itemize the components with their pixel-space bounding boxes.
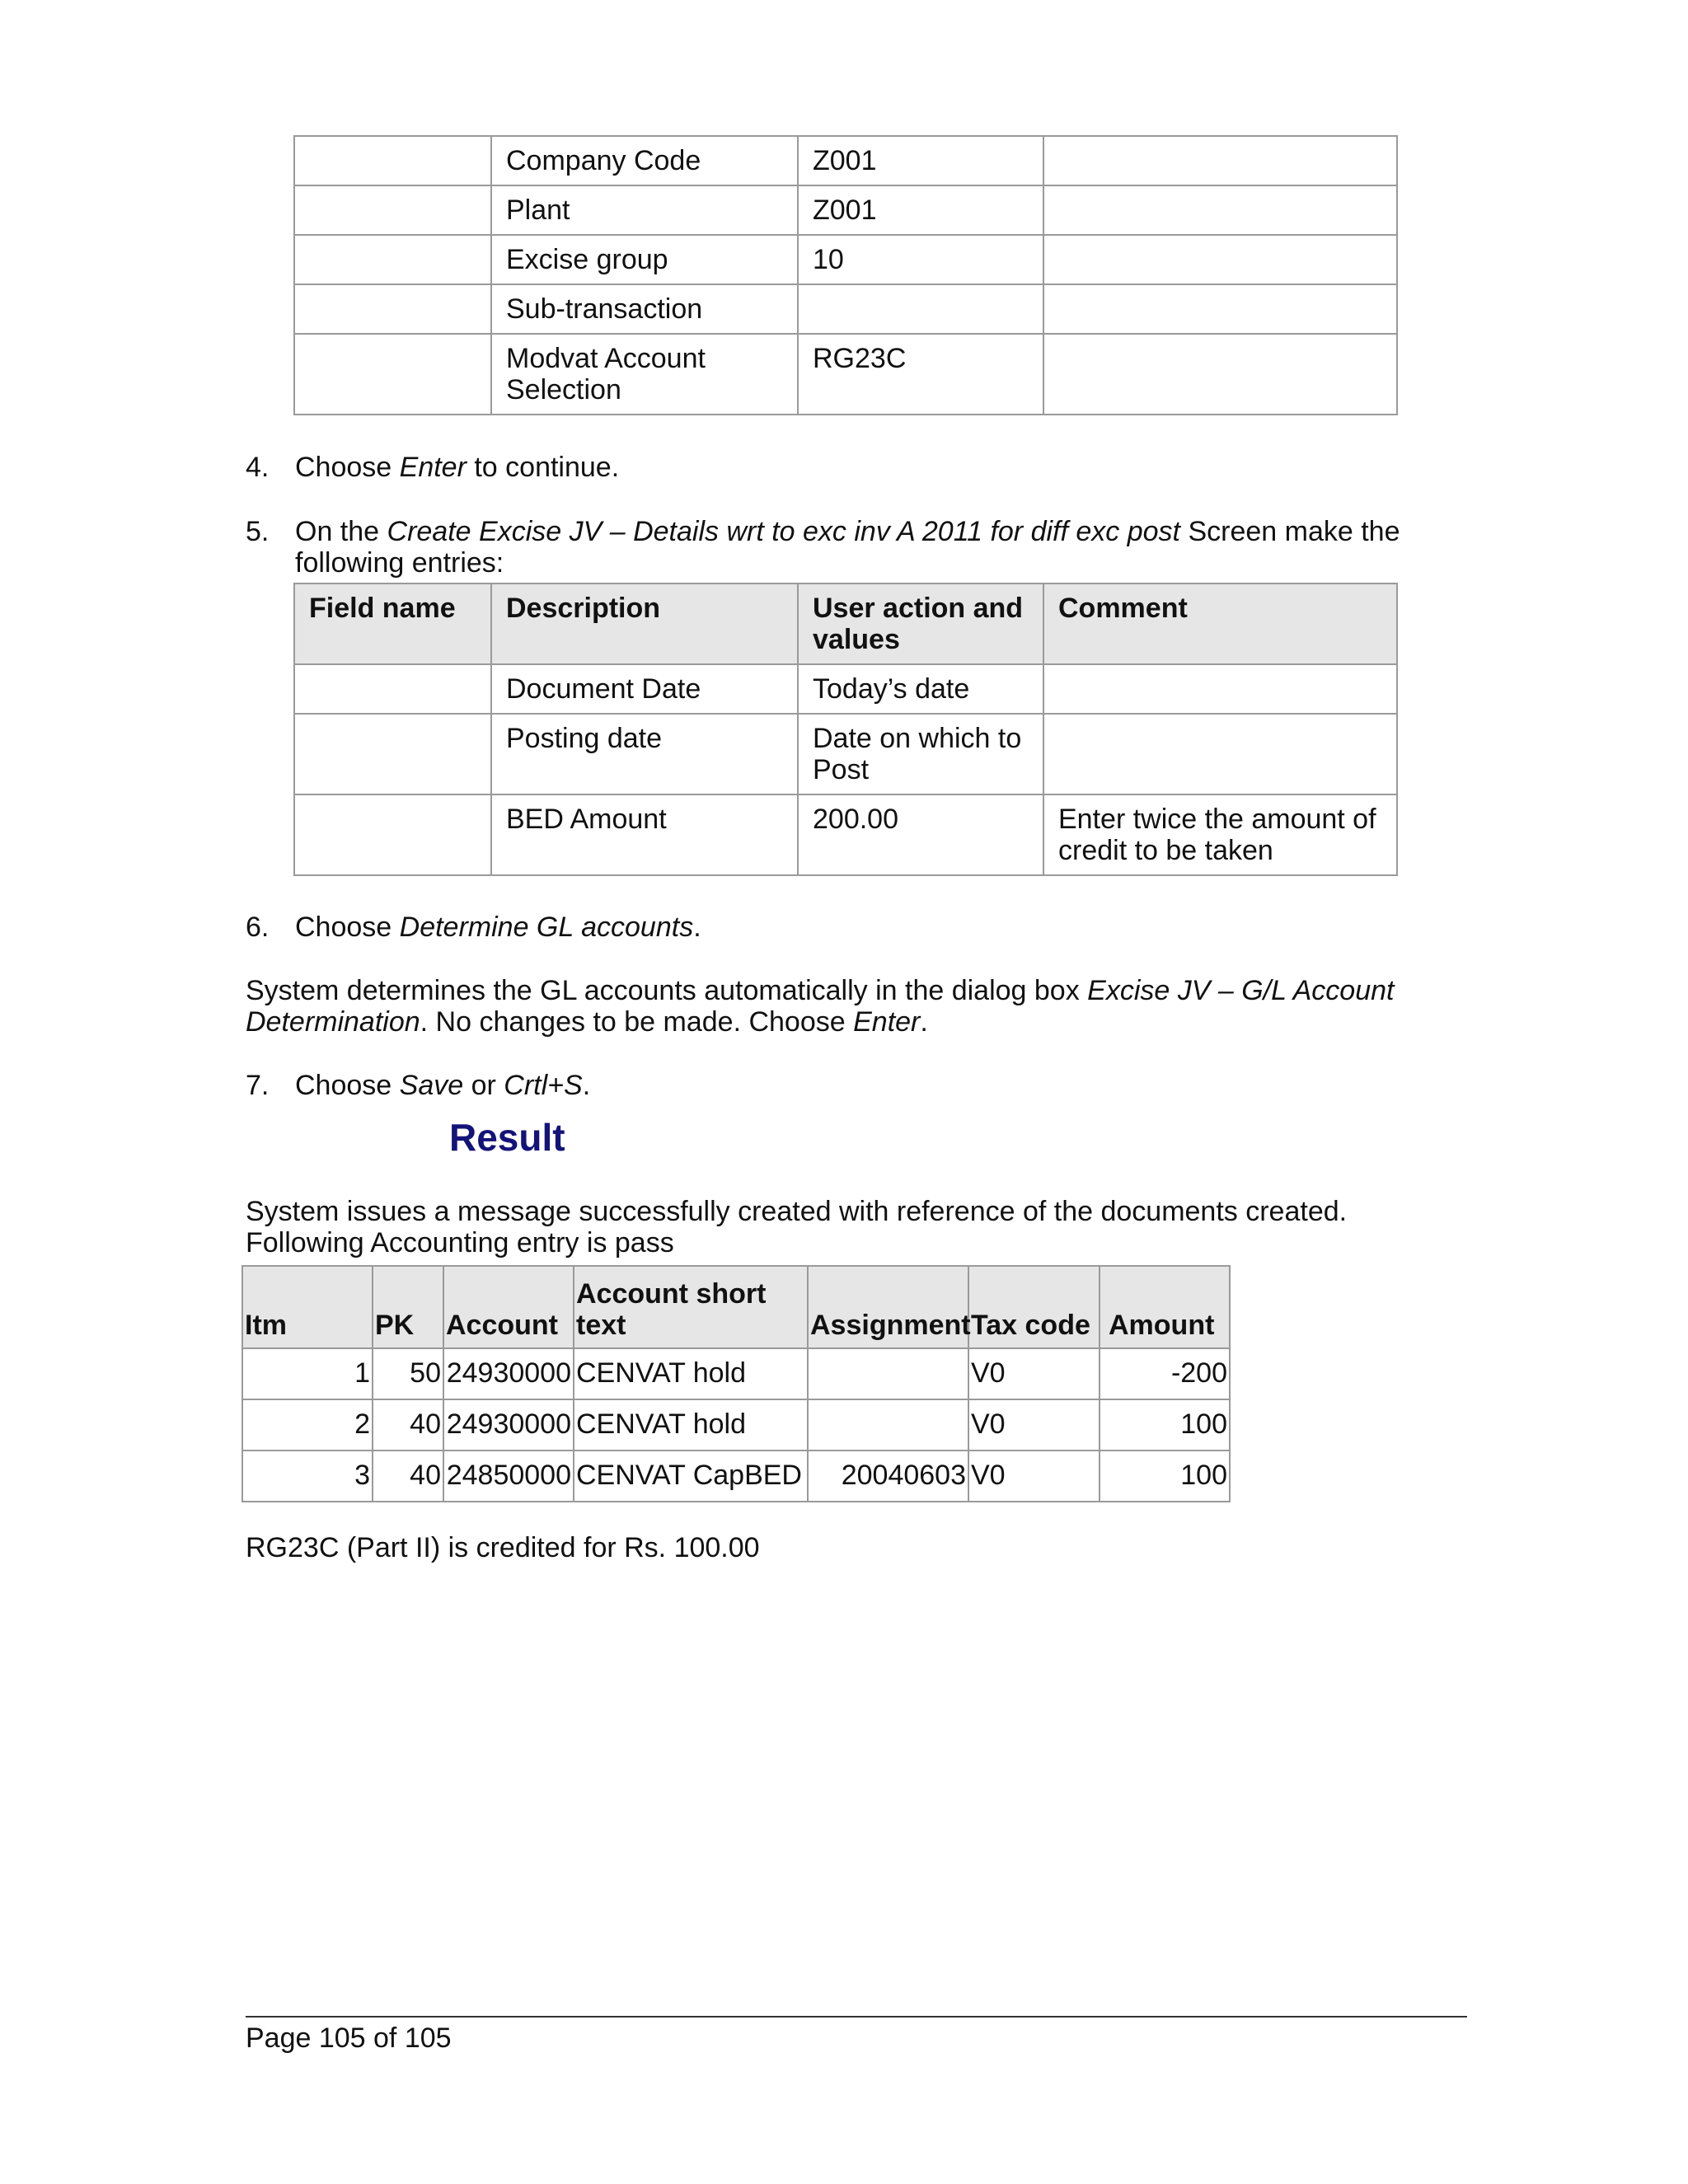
table-cell <box>1043 664 1397 714</box>
page-number: Page 105 of 105 <box>246 2022 452 2054</box>
table-cell: 24930000 <box>443 1348 574 1399</box>
table-cell <box>294 714 491 794</box>
table-cell <box>294 664 491 714</box>
table-cell: 1 <box>242 1348 373 1399</box>
table-row <box>242 1348 1230 1399</box>
table-cell <box>808 1399 968 1451</box>
footer-divider <box>246 2016 1467 2018</box>
table-cell: Z001 <box>798 185 1043 235</box>
table-cell: Sub-transaction <box>491 284 798 334</box>
column-header: Account short text <box>574 1266 808 1348</box>
table-cell: 10 <box>798 235 1043 284</box>
table-cell: Document Date <box>491 664 798 714</box>
table-cell: Date on which to Post <box>798 714 1043 794</box>
table-row <box>294 284 1397 334</box>
table-cell: 24850000 <box>443 1451 574 1502</box>
table-cell <box>294 136 491 185</box>
table-cell: CENVAT CapBED <box>574 1451 808 1502</box>
step-text: Choose Save or Crtl+S. <box>295 1070 591 1101</box>
table-cell <box>1043 714 1397 794</box>
table-cell: 3 <box>242 1451 373 1502</box>
column-header: Amount <box>1100 1266 1230 1348</box>
accounting-entry-table <box>241 1265 1231 1502</box>
table-cell: 100 <box>1100 1399 1230 1451</box>
table-cell <box>294 794 491 875</box>
table-row <box>242 1399 1230 1451</box>
table-cell <box>294 235 491 284</box>
result-line: Following Accounting entry is pass <box>246 1227 674 1258</box>
table-row <box>294 714 1397 794</box>
step-text: Choose Enter to continue. <box>295 452 620 483</box>
table-cell: 40 <box>373 1399 443 1451</box>
step-number: 7. <box>246 1070 270 1101</box>
result-line: System issues a message successfully created with reference of the documents created. <box>246 1196 1348 1227</box>
column-header: Account <box>443 1266 574 1348</box>
table-cell: 20040603 <box>808 1451 968 1502</box>
column-header: PK <box>373 1266 443 1348</box>
step-number: 6. <box>246 912 270 943</box>
table-cell <box>808 1348 968 1399</box>
table-cell: Excise group <box>491 235 798 284</box>
table-row <box>294 136 1397 185</box>
table-cell: Z001 <box>798 136 1043 185</box>
column-header: User action and values <box>798 583 1043 664</box>
table-cell: V0 <box>968 1399 1100 1451</box>
table-cell <box>294 284 491 334</box>
table-row <box>294 235 1397 284</box>
table-cell: 100 <box>1100 1451 1230 1502</box>
table-cell: CENVAT hold <box>574 1399 808 1451</box>
table-cell: 2 <box>242 1399 373 1451</box>
table-cell: 200.00 <box>798 794 1043 875</box>
table-cell <box>1043 235 1397 284</box>
table-cell: 40 <box>373 1451 443 1502</box>
table-cell: Modvat Account Selection <box>491 334 798 415</box>
table-cell: Company Code <box>491 136 798 185</box>
table-cell: -200 <box>1100 1348 1230 1399</box>
column-header: Comment <box>1043 583 1397 664</box>
column-header: Field name <box>294 583 491 664</box>
step-text: Choose Determine GL accounts. <box>295 912 701 943</box>
table-cell <box>294 334 491 415</box>
result-paragraph <box>246 1196 1482 1258</box>
table-cell: V0 <box>968 1451 1100 1502</box>
step-text: On the Create Excise JV – Details wrt to exc inv A 2011 for diff exc post Screen make the following entries: <box>295 516 1400 579</box>
step-number: 5. <box>246 516 270 547</box>
table-row <box>294 794 1397 875</box>
table-cell: Enter twice the amount of credit to be taken <box>1043 794 1397 875</box>
step-number: 4. <box>246 452 270 483</box>
table-cell <box>798 284 1043 334</box>
table-cell: CENVAT hold <box>574 1348 808 1399</box>
table-cell: Today’s date <box>798 664 1043 714</box>
column-header: Itm <box>242 1266 373 1348</box>
table-cell: Plant <box>491 185 798 235</box>
table-cell: 24930000 <box>443 1399 574 1451</box>
table-cell: BED Amount <box>491 794 798 875</box>
entries-table <box>293 583 1398 876</box>
column-header: Assignment <box>808 1266 968 1348</box>
column-header: Description <box>491 583 798 664</box>
table-cell <box>1043 185 1397 235</box>
table-row <box>294 334 1397 415</box>
table-cell: V0 <box>968 1348 1100 1399</box>
gl-determination-paragraph: System determines the GL accounts automatically in the dialog box Excise JV – G/L Account Determination. No changes to be made. Choose Enter. <box>246 975 1395 1038</box>
org-data-table <box>293 135 1398 415</box>
table-row <box>242 1451 1230 1502</box>
column-header: Tax code <box>968 1266 1100 1348</box>
table-row <box>294 185 1397 235</box>
table-cell: 50 <box>373 1348 443 1399</box>
table-cell: RG23C <box>798 334 1043 415</box>
table-header-row <box>294 583 1397 664</box>
table-cell <box>1043 136 1397 185</box>
closing-text: RG23C (Part II) is credited for Rs. 100.00 <box>246 1532 760 1563</box>
table-row <box>294 664 1397 714</box>
table-header-row <box>242 1266 1230 1348</box>
table-cell <box>1043 334 1397 415</box>
result-heading: Result <box>449 1116 565 1159</box>
table-cell <box>294 185 491 235</box>
table-cell <box>1043 284 1397 334</box>
table-cell: Posting date <box>491 714 798 794</box>
